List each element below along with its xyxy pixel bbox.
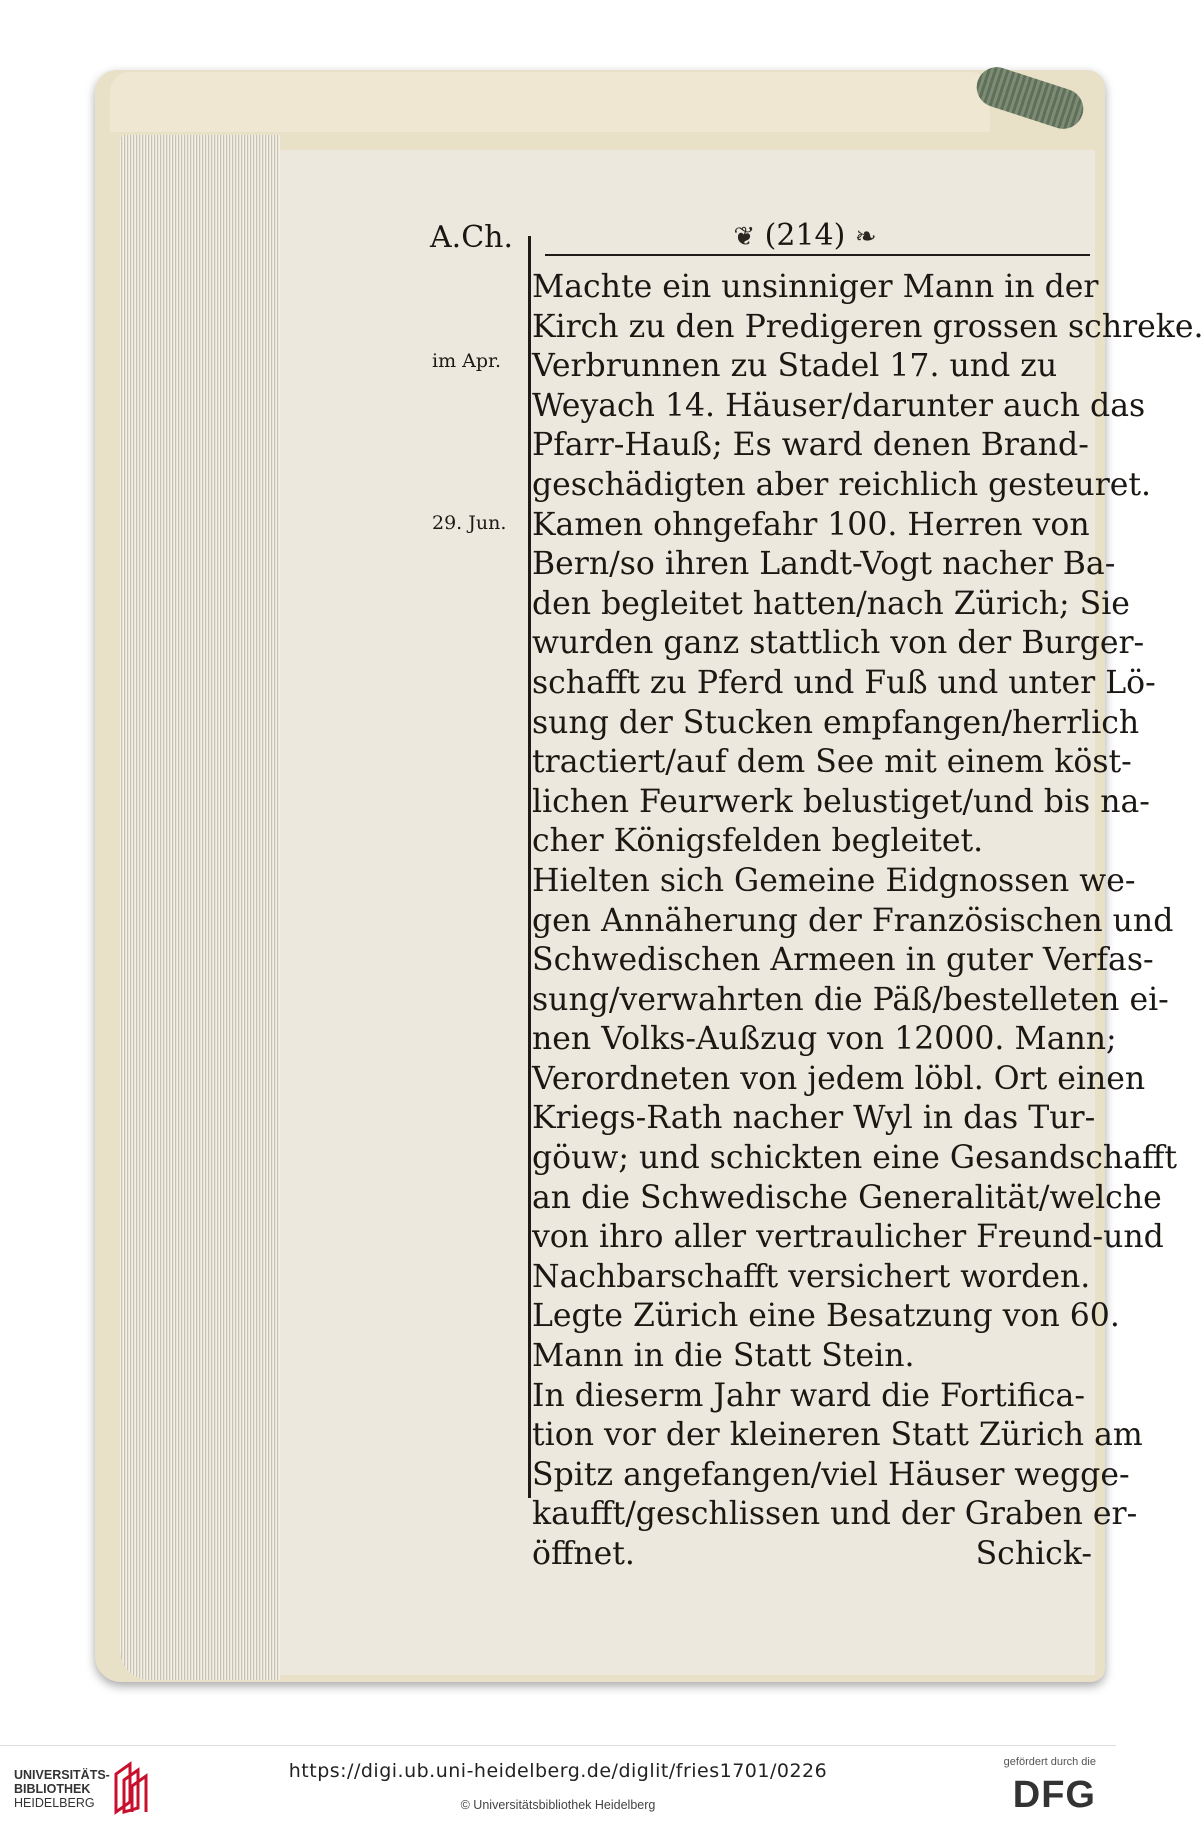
text-line: Machte ein unsinniger Mann in der bbox=[532, 269, 1099, 305]
text-line: lichen Feurwerk belustiget/und bis na- bbox=[532, 783, 1150, 820]
permalink-url[interactable]: https://digi.ub.uni-heidelberg.de/diglit/fries1701/0226 bbox=[288, 1760, 828, 1782]
copyright-notice: © Universitätsbibliothek Heidelberg bbox=[460, 1798, 656, 1812]
text-line: öffnet. bbox=[532, 1536, 635, 1572]
logo-line: BIBLIOTHEK bbox=[14, 1782, 91, 1796]
ornament-left-icon: ❦ bbox=[733, 222, 756, 252]
text-line: Kamen ohngefahr 100. Herren von bbox=[532, 506, 1090, 543]
text-line: Weyach 14. Häuser/darunter auch das bbox=[532, 387, 1146, 424]
text-line: sung/verwahrten die Päß/bestelleten ei- bbox=[532, 981, 1169, 1018]
page-edges bbox=[120, 135, 280, 1680]
logo-line: UNIVERSITÄTS- bbox=[14, 1768, 110, 1782]
catchword: Schick- bbox=[975, 1536, 1092, 1572]
text-line: Schwedischen Armeen in guter Verfas- bbox=[532, 942, 1154, 979]
margin-note-jun: 29. Jun. bbox=[432, 512, 507, 534]
ornament-right-icon: ❧ bbox=[854, 222, 877, 252]
book-cover-top bbox=[110, 72, 990, 132]
text-line: Kriegs-Rath nacher Wyl in das Tur- bbox=[532, 1100, 1096, 1137]
text-line: an die Schwedische Generalität/welche bbox=[532, 1179, 1162, 1216]
text-line: Mann in die Statt Stein. bbox=[532, 1338, 915, 1375]
header-rule bbox=[545, 254, 1090, 256]
text-line: Verbrunnen zu Stadel 17. und zu bbox=[532, 348, 1058, 385]
dfg-logo[interactable]: DFG bbox=[1012, 1774, 1096, 1816]
text-line: den begleitet hatten/nach Zürich; Sie bbox=[532, 585, 1130, 622]
text-line: gen Annäherung der Französischen und bbox=[532, 902, 1174, 939]
text-line: Verordneten von jedem löbl. Ort einen bbox=[532, 1060, 1146, 1097]
footer-bar bbox=[0, 1745, 1116, 1827]
header-anno-christi: A.Ch. bbox=[430, 220, 514, 255]
text-line: tion vor der kleineren Statt Zürich am bbox=[532, 1417, 1143, 1454]
text-line: cher Königsfelden begleitet. bbox=[532, 823, 984, 860]
text-line: kaufft/geschlissen und der Graben er- bbox=[532, 1496, 1138, 1533]
text-line: nen Volks-Außzug von 12000. Mann; bbox=[532, 1021, 1117, 1058]
text-line: Kirch zu den Predigeren grossen schreke. bbox=[532, 308, 1204, 345]
text-line: Bern/so ihren Landt-Vogt nacher Ba- bbox=[532, 546, 1116, 583]
text-line: sung der Stucken empfangen/herrlich bbox=[532, 704, 1140, 741]
page-number bbox=[695, 218, 915, 253]
last-line bbox=[532, 1535, 1092, 1575]
text-line: tractiert/auf dem See mit einem köst- bbox=[532, 744, 1132, 781]
logo-line: HEIDELBERG bbox=[14, 1796, 95, 1810]
text-line: In dieserm Jahr ward die Fortifica- bbox=[532, 1377, 1085, 1414]
text-line: Spitz angefangen/viel Häuser wegge- bbox=[532, 1456, 1130, 1493]
text-line: Nachbarschafft versichert worden. bbox=[532, 1258, 1091, 1295]
text-line: von ihro aller vertraulicher Freund-und bbox=[532, 1219, 1164, 1256]
text-line: wurden ganz stattlich von der Burger- bbox=[532, 625, 1145, 662]
text-line: Legte Zürich eine Besatzung von 60. bbox=[532, 1298, 1120, 1335]
text-line: schafft zu Pferd und Fuß und unter Lö- bbox=[532, 664, 1156, 701]
body-text bbox=[532, 268, 1204, 1575]
page-number-text: (214) bbox=[764, 218, 846, 253]
text-line: Pfarr-Hauß; Es ward denen Brand- bbox=[532, 427, 1089, 464]
margin-rule bbox=[528, 236, 531, 1498]
funder-caption: gefördert durch die bbox=[1003, 1756, 1096, 1768]
margin-note-apr: im Apr. bbox=[432, 350, 502, 372]
text-line: geschädigten aber reichlich gesteuret. bbox=[532, 466, 1152, 503]
text-line: göuw; und schickten eine Gesandschafft bbox=[532, 1140, 1178, 1177]
text-line: Hielten sich Gemeine Eidgnossen we- bbox=[532, 862, 1136, 899]
